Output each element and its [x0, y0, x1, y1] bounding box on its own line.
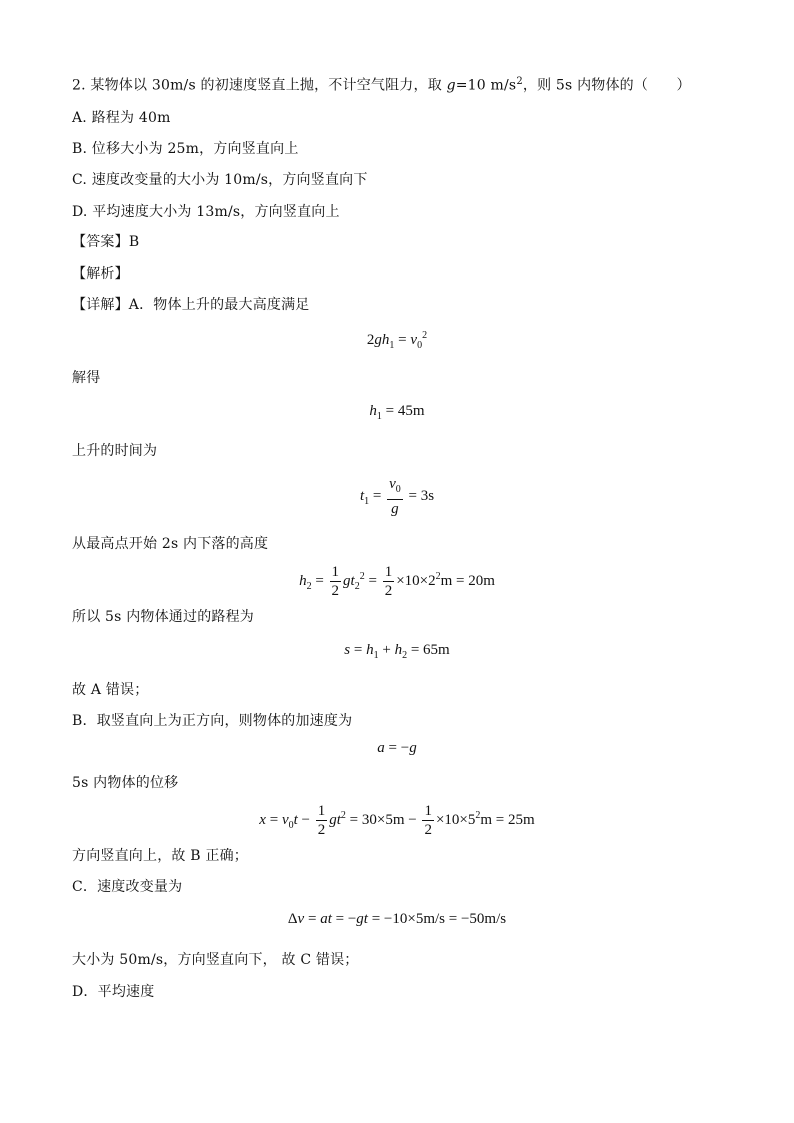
option-a: A. 路程为 40m [72, 110, 171, 126]
f4-gt-sub: 2 [354, 580, 360, 592]
f8-at: at [320, 911, 332, 927]
detail-c-intro: C．速度改变量为 [72, 879, 183, 895]
detail-fall-height: 从最高点开始 2s 内下落的高度 [72, 536, 269, 552]
f4-frac1-num: 1 [331, 564, 340, 580]
detail-b-right: 方向竖直向上，故 B 正确； [72, 848, 248, 864]
f4-frac-1 [330, 563, 342, 600]
formula-t1 [0, 475, 794, 518]
formula-x [0, 802, 794, 839]
answer-label: 【答案】 [72, 234, 129, 250]
formula-a [0, 740, 794, 757]
f1-v: v [410, 332, 418, 348]
f8-eq: = [304, 911, 321, 927]
formula-max-height [0, 330, 794, 351]
f6-g: g [409, 740, 417, 756]
formula-h2 [0, 563, 794, 600]
f1-gh: gh [374, 332, 390, 348]
f5-eq: = [350, 642, 367, 658]
stem-text-b: =10 m/s [455, 77, 517, 94]
f5-s: s [344, 642, 351, 658]
stem-text-a: 2. 某物体以 30m/s 的初速度竖直上抛，不计空气阻力，取 [72, 77, 447, 94]
detail-d-intro: D．平均速度 [72, 984, 155, 1000]
f3-eq: = [369, 487, 386, 504]
detail-solve: 解得 [72, 370, 101, 386]
answer-value: B [128, 234, 140, 250]
f4-rest: m = 20m [440, 572, 495, 589]
f7-frac-1 [316, 802, 328, 839]
f5-rest: = 65m [407, 642, 450, 658]
f7-mid2-sup: 2 [475, 809, 481, 821]
f4-gt: gt [343, 572, 355, 589]
stem-text-c: ，则 5s 内物体的（ ） [522, 77, 691, 94]
f2-rest: = 45m [381, 403, 425, 419]
f7-mid: = 30×5m − [345, 811, 421, 828]
f3-sub: 1 [364, 495, 370, 507]
f6-eq: = − [384, 740, 410, 756]
f5-h2-sub: 2 [402, 650, 408, 661]
f4-sub: 2 [306, 580, 312, 592]
f8-v: v [297, 911, 305, 927]
f4-frac-2 [383, 563, 395, 600]
f7-frac1-den: 2 [317, 822, 326, 838]
formula-s [0, 642, 794, 661]
f1-sub: 1 [389, 340, 395, 351]
formula-delta-v [0, 911, 794, 928]
f8-delta: Δ [287, 911, 298, 927]
formula-h1 [0, 403, 794, 422]
f7-frac1-num: 1 [317, 803, 326, 819]
f7-rest: m = 25m [480, 811, 535, 828]
option-c: C. 速度改变量的大小为 10m/s，方向竖直向下 [72, 172, 368, 188]
detail-rise-time: 上升的时间为 [72, 443, 158, 459]
f6-a: a [377, 740, 385, 756]
option-b: B. 位移大小为 25m，方向竖直向上 [72, 141, 299, 157]
detail-displacement: 5s 内物体的位移 [72, 775, 179, 791]
f8-gt: gt [356, 911, 368, 927]
f2-sub: 1 [376, 411, 382, 422]
f3-num [387, 475, 403, 500]
detail-c-wrong: 大小为 50m/s，方向竖直向下， 故 C 错误； [72, 952, 359, 968]
analysis-label: 【解析】 [72, 266, 129, 282]
question-stem [72, 72, 691, 96]
f7-gt: gt [329, 811, 341, 828]
option-d: D. 平均速度大小为 13m/s，方向竖直向上 [72, 204, 340, 220]
f4-h: h [299, 572, 307, 589]
f2-h: h [369, 403, 377, 419]
detail-path-total: 所以 5s 内物体通过的路程为 [72, 609, 254, 625]
f7-frac2-den: 2 [424, 822, 432, 838]
f7-gt-sup: 2 [340, 809, 346, 821]
f5-plus: + [378, 642, 395, 658]
f1-sub0: 0 [417, 340, 423, 351]
f3-rest: = 3s [404, 487, 435, 504]
f7-t: t [293, 811, 298, 828]
f4-frac2-den: 2 [384, 583, 393, 599]
f4-mid: ×10×2 [396, 572, 436, 589]
f7-eq: = [265, 811, 282, 828]
f1-eq: = [394, 332, 411, 348]
f7-frac2-num: 1 [424, 803, 432, 819]
f3-fraction [387, 475, 403, 518]
f3-num-v: v [389, 476, 396, 492]
f7-minus: − [297, 811, 314, 828]
f7-v-sub: 0 [288, 819, 294, 831]
f7-v: v [281, 811, 289, 828]
f4-eq: = [311, 572, 328, 589]
f7-mid2: ×10×5 [435, 811, 476, 828]
f8-eq2: = − [331, 911, 357, 927]
f8-rest: = −10×5m/s = −50m/s [367, 911, 507, 927]
answer-line [72, 232, 139, 252]
f3-num-sub: 0 [395, 484, 401, 495]
f5-h1-sub: 1 [373, 650, 379, 661]
f1-sup: 2 [422, 330, 428, 341]
f3-t: t [359, 487, 365, 504]
detail-intro: 【详解】A．物体上升的最大高度满足 [72, 297, 310, 313]
f4-eq2: = [364, 572, 381, 589]
stem-g: g [446, 77, 456, 94]
stem-sup: 2 [516, 76, 523, 87]
f3-den: g [391, 501, 399, 517]
f4-frac1-den: 2 [331, 583, 340, 599]
f7-x: x [259, 811, 266, 828]
f7-frac-2 [422, 802, 434, 839]
f4-gt-sup: 2 [359, 570, 365, 582]
f1-two: 2 [366, 332, 375, 348]
f5-h2: h [394, 642, 403, 658]
f4-mid-sup: 2 [435, 570, 441, 582]
f5-h1: h [366, 642, 374, 658]
detail-a-wrong: 故 A 错误； [72, 682, 149, 698]
detail-b-intro: B．取竖直向上为正方向，则物体的加速度为 [72, 713, 353, 729]
f4-frac2-num: 1 [384, 564, 393, 580]
